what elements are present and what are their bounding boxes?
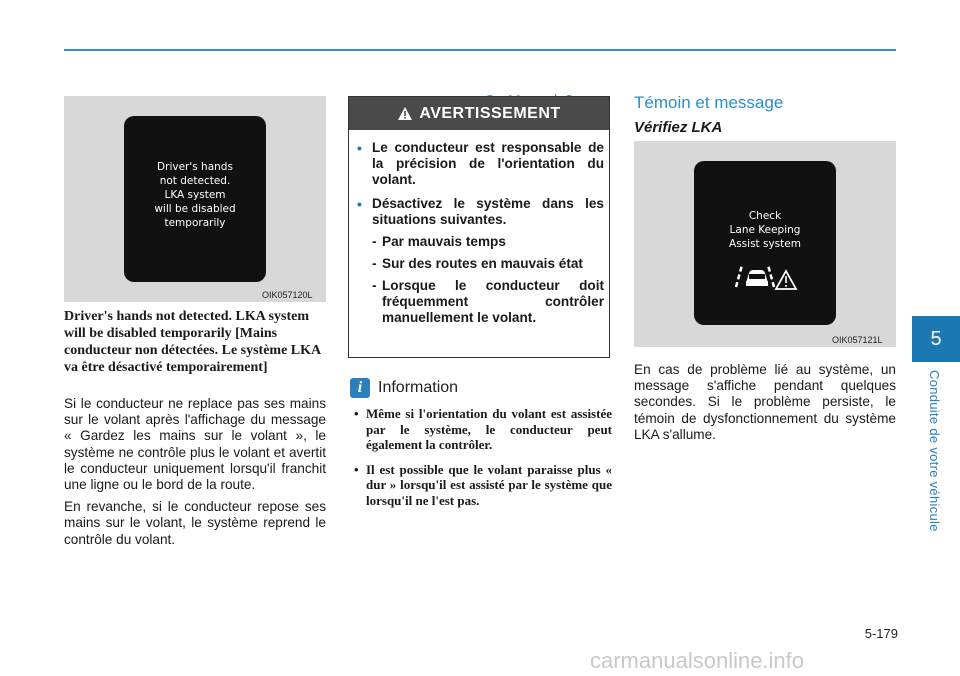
warning-triangle-icon: [397, 106, 413, 121]
cluster-display: [694, 161, 836, 325]
figure-hands-not-detected: [64, 96, 326, 302]
warning-list: [354, 140, 604, 332]
warning-sub-item: - Par mauvais temps: [372, 234, 506, 249]
display-line: Assist system: [729, 238, 801, 250]
section-title: Témoin et message: [634, 93, 784, 112]
page-number: 5-179: [864, 626, 898, 641]
cluster-message: [124, 160, 266, 230]
figure2-code: OIK057121L: [832, 335, 883, 345]
subsection-title: Vérifiez LKA: [634, 119, 723, 136]
warning-title: AVERTISSEMENT: [419, 104, 561, 122]
information-item: • Même si l'orientation du volant est assistée par le système, le conducteur peut également la contrôler.: [354, 406, 612, 452]
figure-check-lka: [634, 141, 896, 347]
top-rule: [64, 49, 896, 51]
cluster-display: [124, 116, 266, 282]
warning-sub-item: - Sur des routes en mauvais état: [372, 256, 583, 271]
warning-item: • Désactivez le système dans les situations suivantes.: [357, 196, 604, 227]
warning-sub-item: - Lorsque le conducteur doit fréquemment contrôler manuellement le volant.: [372, 278, 604, 325]
paragraph: Si le conducteur ne replace pas ses mains sur le volant après l'affichage du message « Gardez les mains sur le volant », le système ne contrôle plus le volant et avertit le conducteur uniquement lorsqu'il franchit une ligne ou le bord de la route.: [64, 396, 326, 493]
paragraph: En cas de problème lié au système, un message s'affiche pendant quelques secondes. Si le problème persiste, le témoin de dysfonctionnement du système LKA s'allume.: [634, 362, 896, 442]
information-item: • Il est possible que le volant paraisse plus « dur » lorsqu'il est assisté par le système que lorsqu'il ne l'est pas.: [354, 461, 612, 508]
display-line: Driver's hands: [157, 161, 233, 173]
information-list: [352, 406, 612, 517]
display-line: Check: [748, 210, 782, 222]
chapter-number-tab: 5: [912, 316, 960, 362]
cluster-message: [694, 209, 836, 251]
info-icon: i: [350, 378, 370, 398]
warning-item: • Le conducteur est responsable de la précision de l'orientation du volant.: [357, 140, 604, 187]
display-line: temporarily: [164, 217, 226, 229]
warning-header: [349, 97, 609, 130]
right-body: [634, 362, 896, 449]
lka-warning-icon: [732, 261, 798, 291]
figure1-code: OIK057120L: [262, 290, 313, 300]
figure1-caption: Driver's hands not detected. LKA system will be disabled temporarily [Mains conducteur non détectées. Le système LKA va être désactivé temporairement]: [64, 309, 321, 375]
chapter-title: Conduite de votre véhicule: [927, 370, 942, 532]
information-title: Information: [378, 379, 459, 396]
information-header: [350, 378, 458, 398]
paragraph: En revanche, si le conducteur repose ses mains sur le volant, le système reprend le contrôle du volant.: [64, 499, 326, 547]
display-line: LKA system: [164, 189, 226, 201]
left-body: [64, 396, 326, 554]
display-line: will be disabled: [154, 203, 236, 215]
display-line: not detected.: [159, 175, 231, 187]
watermark-bottom: carmanualsonline.info: [590, 648, 805, 673]
display-line: Lane Keeping: [729, 224, 801, 236]
